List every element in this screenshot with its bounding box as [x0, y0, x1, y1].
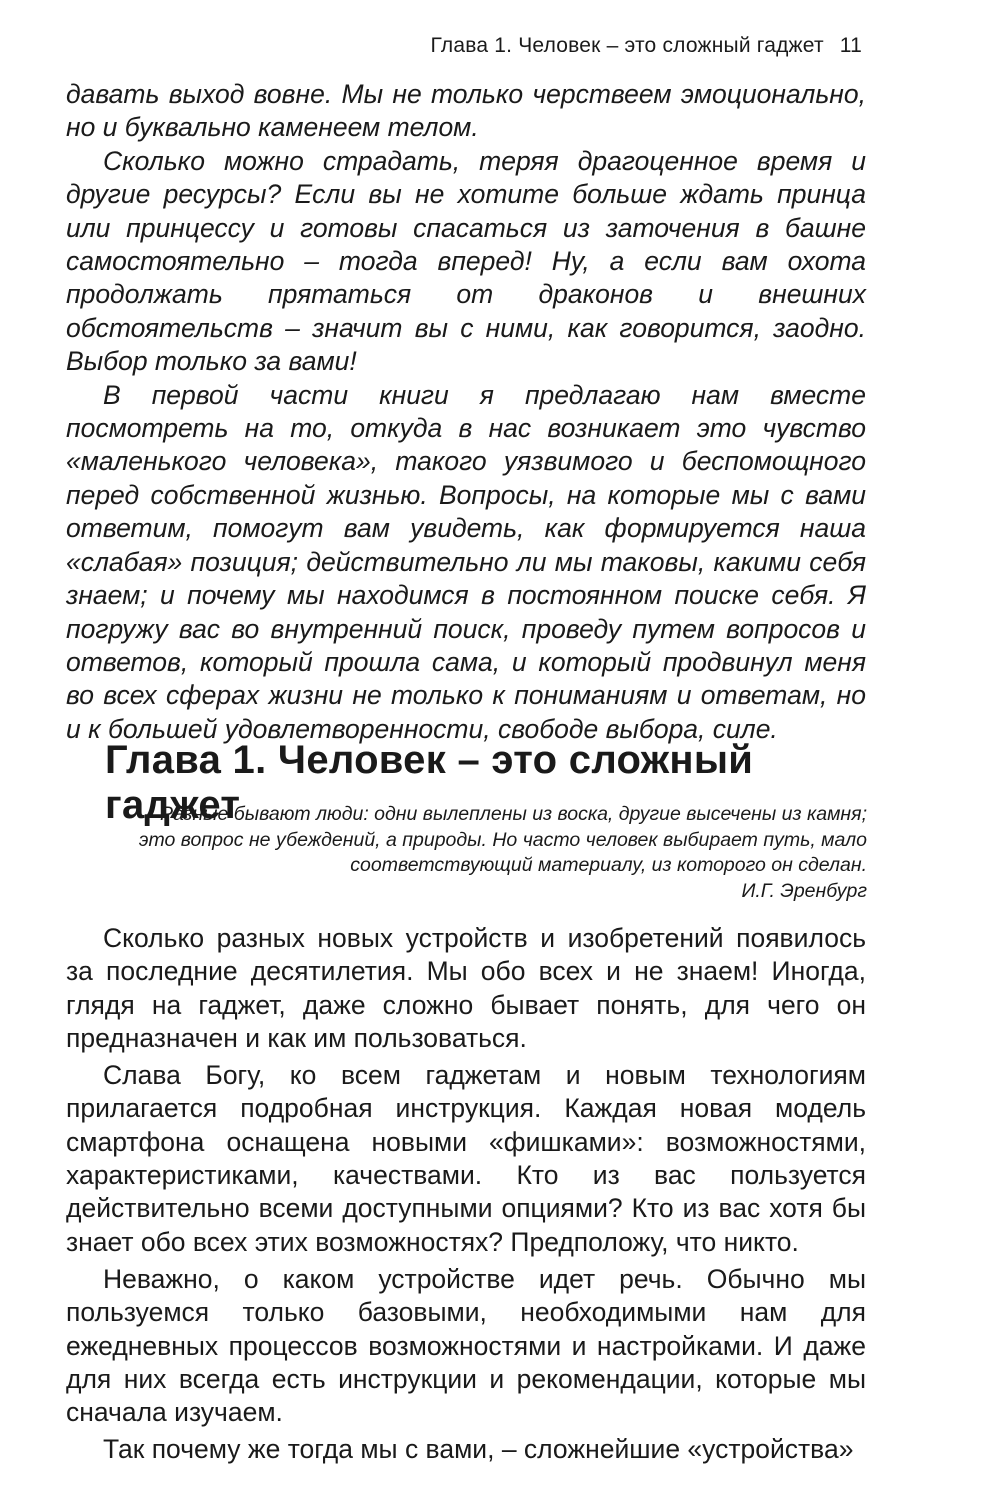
body-paragraph: Слава Богу, ко всем гаджетам и новым технологиям прилагается подробная инструкция. Каждая новая модель смартфона оснащена новыми «фишками»: возможностями, характеристиками, качествами. Кто из вас пользуется действительно всеми доступными опциями? Кто из вас хотя бы знает обо всех этих возможностях? Предположу, что никто.	[66, 1060, 866, 1257]
epigraph-line: это вопрос не убеждений, а природы. Но часто человек выбирает путь, мало	[138, 828, 867, 851]
chapter-body	[66, 922, 866, 1471]
epigraph-author: И.Г. Эренбург	[741, 879, 867, 902]
running-header	[431, 34, 862, 58]
chapter-title: Глава 1. Человек – это сложный гаджет	[105, 738, 754, 827]
epigraph-line: Разные бывают люди: одни вылеплены из воска, другие высечены из камня;	[159, 803, 867, 825]
body-paragraph: Сколько разных новых устройств и изобретений появилось за последние десятилетия. Мы обо всех и не знаем! Иногда, глядя на гаджет, даже сложно бывает понять, для чего он предназначен и как им пользоваться.	[66, 923, 866, 1053]
intro-paragraph: давать выход вовне. Мы не только черствеем эмоционально, но и буквально каменеем телом.	[66, 79, 866, 143]
epigraph-line: соответствующий материалу, из которого он сделан.	[350, 854, 867, 876]
body-paragraph: Так почему же тогда мы с вами, – сложнейшие «устройства»	[103, 1434, 854, 1465]
intro-paragraph: В первой части книги я предлагаю нам вместе посмотреть на то, откуда в нас возникает это чувство «маленького человека», такого уязвимого и беспомощного перед собственной жизнью. Вопросы, на которые мы с вами ответим, помогут вам увидеть, как формируется наша «слабая» позиция; действительно ли мы таковы, какими себя знаем; и почему мы находимся в постоянном поиске себя. Я погружу вас во внутренний поиск, проведу путем вопросов и ответов, который прошла сама, и который продвинул меня во всех сферах жизни не только к пониманиям и ответам, но и к большей удовлетворенности, свободе выбора, силе.	[66, 379, 866, 744]
body-paragraph: Неважно, о каком устройстве идет речь. Обычно мы пользуемся только базовыми, необходимыми нам для ежедневных процессов возможностями и настройками. И даже для них всегда есть инструкции и рекомендации, которые мы сначала изучаем.	[66, 1263, 866, 1428]
running-title: Глава 1. Человек – это сложный гаджет	[430, 34, 824, 57]
intro-paragraph: Сколько можно страдать, теряя драгоценное время и другие ресурсы? Если вы не хотите больше ждать принца или принцессу и готовы спасаться из заточения в башне самостоятельно – тогда вперед! Ну, а если вам охота продолжать прятаться от драконов и внешних обстоятельств – значит вы с ними, как говорится, заодно. Выбор только за вами!	[66, 145, 866, 377]
epigraph	[67, 802, 867, 904]
page-number: 11	[839, 34, 862, 57]
intro-text	[66, 78, 866, 746]
